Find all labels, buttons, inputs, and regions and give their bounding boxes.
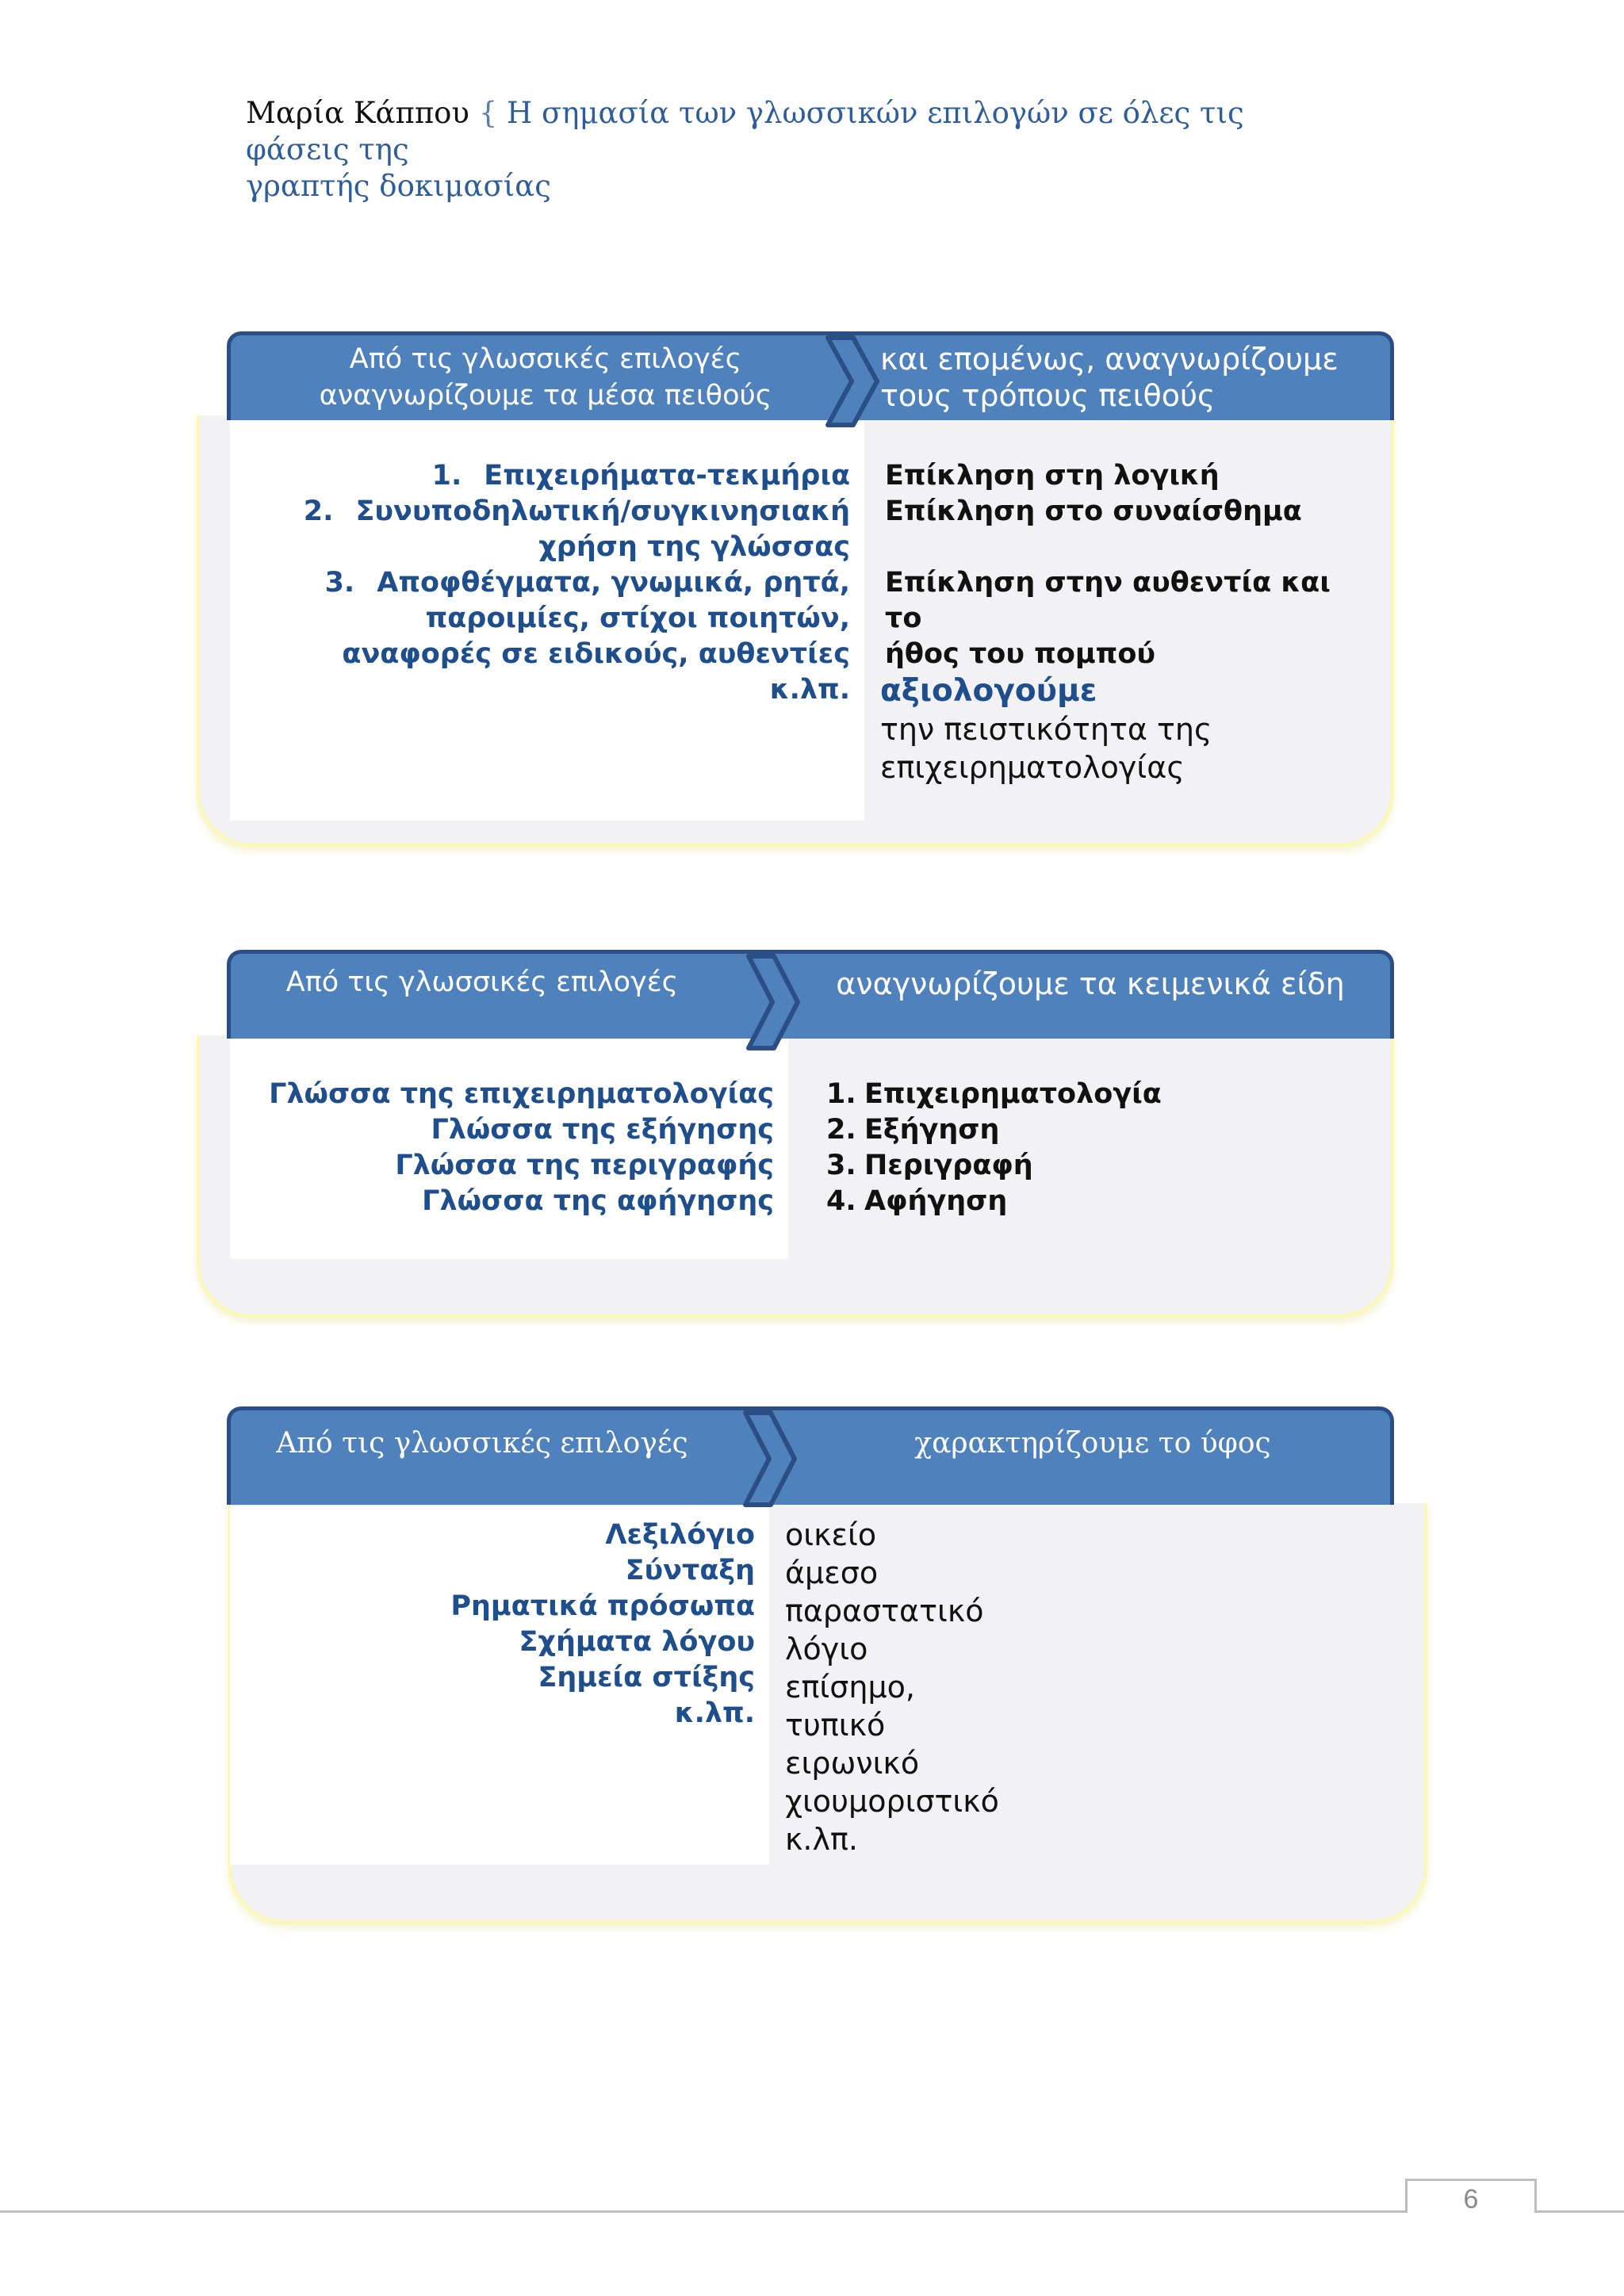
list-item: 2. Εξήγηση: [826, 1114, 1000, 1146]
list-item: Γλώσσα της εξήγησης: [431, 1114, 774, 1146]
evaluate-word: αξιολογούμε: [880, 673, 1097, 709]
style-types-list: [785, 1516, 1340, 1858]
evaluate-rest: την πειστικότητα της επιχειρηματολογίας: [880, 712, 1212, 785]
list-item: 1. Επιχειρηματολογία: [826, 1078, 1162, 1110]
features-list: [244, 1517, 755, 1732]
band-left-text: Από τις γλωσσικές επιλογές: [285, 966, 679, 998]
band-left-text: Από τις γλωσσικές επιλογές: [276, 1427, 688, 1460]
list-item: Ρηματικά πρόσωπα: [450, 1590, 755, 1622]
list-item: άμεσο: [785, 1556, 879, 1590]
modes-list: [885, 458, 1377, 672]
list-item: 2. Συνυποδηλωτική/συγκινησιακή: [303, 496, 850, 527]
list-item: ήθος του πομπού: [885, 638, 1155, 670]
header-title-line2: γραπτής δοκιμασίας: [246, 169, 551, 203]
language-list: [244, 1077, 774, 1219]
list-item: Γλώσσα της επιχειρηματολογίας: [269, 1078, 774, 1110]
list-item: Σύνταξη: [625, 1555, 755, 1586]
list-item-cont: χρήση της γλώσσας: [538, 531, 850, 563]
band-right-line2: τους τρόπους πειθούς: [880, 378, 1216, 413]
list-item: χιουμοριστικό: [785, 1784, 999, 1819]
list-item: 4. Αφήγηση: [826, 1185, 1008, 1217]
diagram-block-style: [197, 1406, 1427, 1930]
list-item: 3. Αποφθέγματα, γνωμικά, ρητά,: [324, 567, 850, 599]
band-right-text: [880, 341, 1388, 420]
list-item: επίσημο,: [785, 1670, 915, 1705]
list-item: 1. Επιχειρήματα-τεκμήρια: [431, 460, 850, 492]
band-right-text: αναγνωρίζουμε τα κειμενικά είδη: [836, 966, 1345, 1001]
list-item: Γλώσσα της περιγραφής: [395, 1150, 774, 1181]
band-left-line2: αναγνωρίζουμε τα μέσα πειθούς: [319, 380, 772, 411]
list-item: Επίκληση στο συναίσθημα: [885, 496, 1302, 527]
list-item: ειρωνικό: [785, 1746, 920, 1781]
list-item: Επίκληση στη λογική: [885, 460, 1220, 492]
header-title-line1: Η σημασία των γλωσσικών επιλογών σε όλες τις φάσεις της: [246, 96, 1244, 166]
means-list: [244, 458, 850, 708]
list-item: κ.λπ.: [785, 1822, 858, 1857]
list-item: 3. Περιγραφή: [826, 1150, 1033, 1181]
chevron-right-icon: [742, 1410, 798, 1508]
diagram-block-persuasion: [197, 331, 1394, 847]
page-number: 6: [1405, 2179, 1537, 2213]
band-right-text: χαρακτηρίζουμε το ύφος: [914, 1427, 1271, 1460]
header-separator: {: [478, 96, 498, 130]
list-item: παραστατικό: [785, 1594, 984, 1628]
list-item: Λεξιλόγιο: [605, 1519, 755, 1551]
header-author: Μαρία Κάππου: [246, 96, 469, 130]
list-item-cont: παροιμίες, στίχοι ποιητών,: [425, 603, 850, 634]
text-types-list: [826, 1077, 1365, 1219]
list-item: Σχήματα λόγου: [519, 1626, 755, 1658]
band-left-line1: Από τις γλωσσικές επιλογές: [349, 343, 742, 375]
list-item: Σημεία στίξης: [538, 1662, 755, 1693]
running-header: [246, 95, 1356, 205]
band-right-line1: και επομένως, αναγνωρίζουμε: [880, 342, 1339, 377]
chevron-right-icon: [825, 335, 880, 428]
list-item-cont: αναφορές σε ειδικούς, αυθεντίες: [342, 638, 850, 670]
list-item-cont: κ.λπ.: [769, 674, 850, 706]
list-item: οικείο: [785, 1517, 877, 1552]
list-item: Γλώσσα της αφήγησης: [422, 1185, 774, 1217]
list-item: τυπικό: [785, 1708, 886, 1743]
list-item: κ.λπ.: [674, 1697, 755, 1729]
diagram-block-text-types: [197, 950, 1394, 1322]
list-item: λόγιο: [785, 1632, 868, 1667]
band-left-text: [244, 341, 847, 414]
list-item: Επίκληση στην αυθεντία και το: [885, 567, 1331, 634]
chevron-right-icon: [745, 953, 801, 1051]
footer-rule: [0, 2210, 1624, 2213]
